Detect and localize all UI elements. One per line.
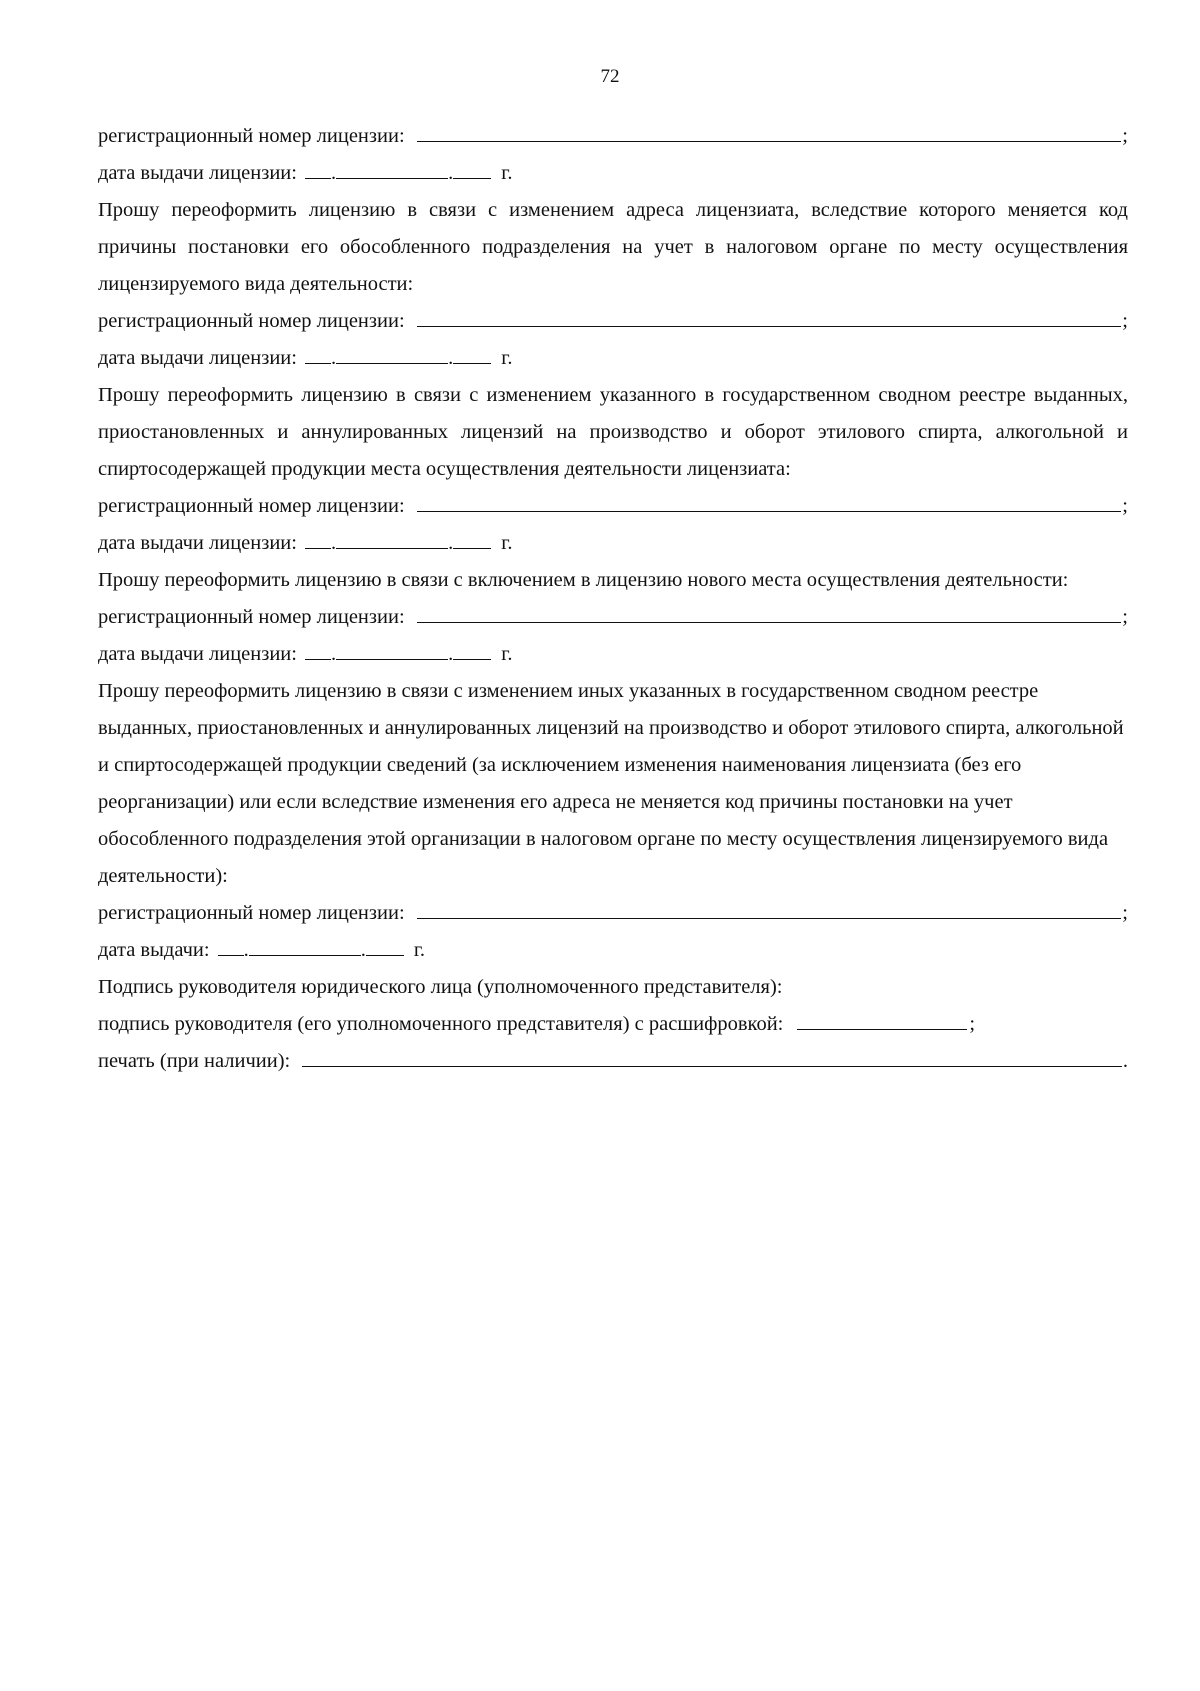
year-suffix: г.	[501, 643, 513, 665]
reg-number-row	[98, 118, 1128, 155]
reg-number-label: регистрационный номер лицензии:	[98, 125, 405, 147]
semicolon: ;	[1122, 902, 1128, 924]
signature-field[interactable]	[797, 1011, 967, 1030]
year-field[interactable]	[453, 160, 491, 179]
year-suffix: г.	[501, 347, 513, 369]
stamp-label: печать (при наличии):	[98, 1050, 291, 1072]
year-field[interactable]	[366, 937, 404, 956]
reg-number-label: регистрационный номер лицензии:	[98, 310, 405, 332]
issue-date-row: дата выдачи: . . г.	[98, 932, 1128, 969]
reg-number-field[interactable]	[417, 900, 1122, 919]
reg-number-row	[98, 303, 1128, 340]
signature-heading-row	[98, 969, 1128, 1006]
issue-date-label: дата выдачи лицензии:	[98, 347, 297, 369]
stamp-field[interactable]	[302, 1048, 1122, 1067]
day-field[interactable]	[305, 641, 331, 660]
semicolon: ;	[1122, 125, 1128, 147]
day-field[interactable]	[305, 345, 331, 364]
year-field[interactable]	[453, 345, 491, 364]
issue-date-label: дата выдачи лицензии:	[98, 532, 297, 554]
issue-date-row: дата выдачи лицензии: . . г.	[98, 340, 1128, 377]
year-field[interactable]	[453, 530, 491, 549]
day-field[interactable]	[305, 530, 331, 549]
reg-number-field[interactable]	[417, 123, 1122, 142]
reg-number-label: регистрационный номер лицензии:	[98, 902, 405, 924]
reg-number-row	[98, 895, 1128, 932]
semicolon: ;	[1122, 310, 1128, 332]
year-suffix: г.	[501, 162, 513, 184]
issue-date-row: дата выдачи лицензии: . . г.	[98, 155, 1128, 192]
reg-number-row	[98, 488, 1128, 525]
reg-number-label: регистрационный номер лицензии:	[98, 606, 405, 628]
paragraph-address-change: Прошу переоформить лицензию в связи с изменением адреса лицензиата, вследствие которого меняется код причины постановки его обособленного подразделения на учет в налоговом органе по месту осуществления лицензируемого вида деятельности:	[98, 199, 1128, 295]
issue-date-label: дата выдачи:	[98, 939, 210, 961]
month-field[interactable]	[336, 345, 448, 364]
semicolon: ;	[1122, 606, 1128, 628]
reg-number-field[interactable]	[417, 493, 1122, 512]
reg-number-field[interactable]	[417, 308, 1122, 327]
issue-date-label: дата выдачи лицензии:	[98, 643, 297, 665]
day-field[interactable]	[305, 160, 331, 179]
month-field[interactable]	[249, 937, 361, 956]
semicolon: ;	[1122, 495, 1128, 517]
year-suffix: г.	[501, 532, 513, 554]
issue-date-row: дата выдачи лицензии: . . г.	[98, 525, 1128, 562]
issue-date-row: дата выдачи лицензии: . . г.	[98, 636, 1128, 673]
year-field[interactable]	[453, 641, 491, 660]
issue-date-label: дата выдачи лицензии:	[98, 162, 297, 184]
paragraph-other-info-change: Прошу переоформить лицензию в связи с изменением иных указанных в государственном сводном реестре выданных, приостановленных и аннулированных лицензий на производство и оборот этилового спирта, алкогольной и спиртосодержащей продукции сведений (за исключением изменения наименования лицензиата (без его реорганизации) или если вследствие изменения его адреса не меняется код причины постановки на учет обособленного подразделения этой организации в налоговом органе по месту осуществления лицензируемого вида деятельности):	[98, 680, 1124, 887]
page-number: 72	[600, 66, 620, 87]
period: .	[1122, 1050, 1128, 1072]
reg-number-label: регистрационный номер лицензии:	[98, 495, 405, 517]
reg-number-field[interactable]	[417, 604, 1122, 623]
month-field[interactable]	[336, 530, 448, 549]
paragraph-location-change: Прошу переоформить лицензию в связи с изменением указанного в государственном сводном реестре выданных, приостановленных и аннулированных лицензий на производство и оборот этилового спирта, алкогольной и спиртосодержащей продукции места осуществления деятельности лицензиата:	[98, 384, 1128, 480]
signature-row	[98, 1006, 1128, 1043]
signature-label: подпись руководителя (его уполномоченного представителя) с расшифровкой:	[98, 1013, 784, 1035]
paragraph-new-location: Прошу переоформить лицензию в связи с включением в лицензию нового места осуществления деятельности:	[98, 569, 1069, 591]
signature-heading: Подпись руководителя юридического лица (уполномоченного представителя):	[98, 976, 783, 998]
form-body	[98, 118, 1128, 1080]
semicolon: ;	[969, 1013, 976, 1035]
day-field[interactable]	[218, 937, 244, 956]
month-field[interactable]	[336, 641, 448, 660]
month-field[interactable]	[336, 160, 448, 179]
year-suffix: г.	[413, 939, 426, 961]
reg-number-row	[98, 599, 1128, 636]
stamp-row	[98, 1043, 1128, 1080]
